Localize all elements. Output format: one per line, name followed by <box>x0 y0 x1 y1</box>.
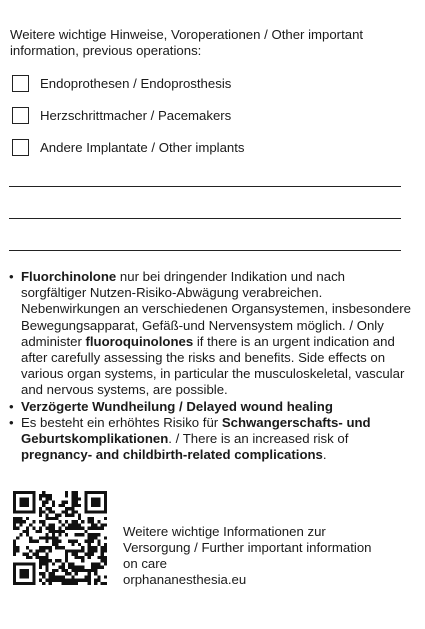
writing-line[interactable] <box>9 250 401 251</box>
endoprosthesis-checkbox[interactable] <box>12 75 29 92</box>
writing-line[interactable] <box>9 218 401 219</box>
list-item-pregnancy <box>8 415 413 464</box>
pregnancy-text-en: . / There is an increased risk of <box>168 431 349 447</box>
list-item-fluoroquinolones <box>8 269 413 399</box>
fluoro-text-de: nur bei dringender Indikation und nach sorgfältiger Nutzen-Risiko-Abwägung verabreichen. Nebenwirkungen an verschiedenen Organsystemen, insbesondere Bewegungsapparat, Gefäß-und Nervensystem möglich. / Only administer <box>21 269 412 349</box>
pregnancy-term-en: pregnancy- and childbirth-related complications <box>21 447 323 463</box>
pregnancy-text-de: Es besteht ein erhöhtes Risiko für <box>21 414 222 430</box>
intro-text: Weitere wichtige Hinweise, Voroperationen / Other important information, previous operations: <box>10 27 364 58</box>
info-line-3: on care <box>123 556 167 571</box>
checkbox-row-pacemakers[interactable] <box>12 105 231 125</box>
qr-code-icon[interactable] <box>13 491 107 585</box>
fluoro-text-en: if there is an urgent indication and after carefully assessing the risks and benefits. Side effects on various organ systems, in particular the musculoskeletal, vascular and nervous systems, are possible. <box>21 333 405 398</box>
other-implants-checkbox[interactable] <box>12 139 29 156</box>
further-info-block <box>123 524 403 588</box>
checkbox-row-other-implants[interactable] <box>12 137 245 157</box>
other-implants-label: Andere Implantate / Other implants <box>40 139 245 155</box>
pregnancy-end: . <box>322 447 327 463</box>
info-line-1: Weitere wichtige Informationen zur <box>123 524 326 539</box>
info-line-2: Versorgung / Further important information <box>123 540 372 555</box>
wound-healing-text: Verzögerte Wundheilung / Delayed wound healing <box>21 398 333 414</box>
pregnancy-term-de: Schwangerschafts- und Geburtskomplikationen <box>21 414 371 447</box>
checkbox-row-endoprosthesis[interactable] <box>12 73 231 93</box>
pacemakers-label: Herzschrittmacher / Pacemakers <box>40 107 232 123</box>
endoprosthesis-label: Endoprothesen / Endoprosthesis <box>40 75 232 91</box>
fluoroquinolones-term: fluoroquinolones <box>85 333 194 349</box>
warning-notes-list <box>8 269 413 463</box>
fluorchinolone-term: Fluorchinolone <box>21 269 117 284</box>
pacemakers-checkbox[interactable] <box>12 107 29 124</box>
list-item-wound-healing <box>8 399 413 415</box>
info-website-link[interactable]: orphananesthesia.eu <box>123 572 247 587</box>
writing-line[interactable] <box>9 186 401 187</box>
